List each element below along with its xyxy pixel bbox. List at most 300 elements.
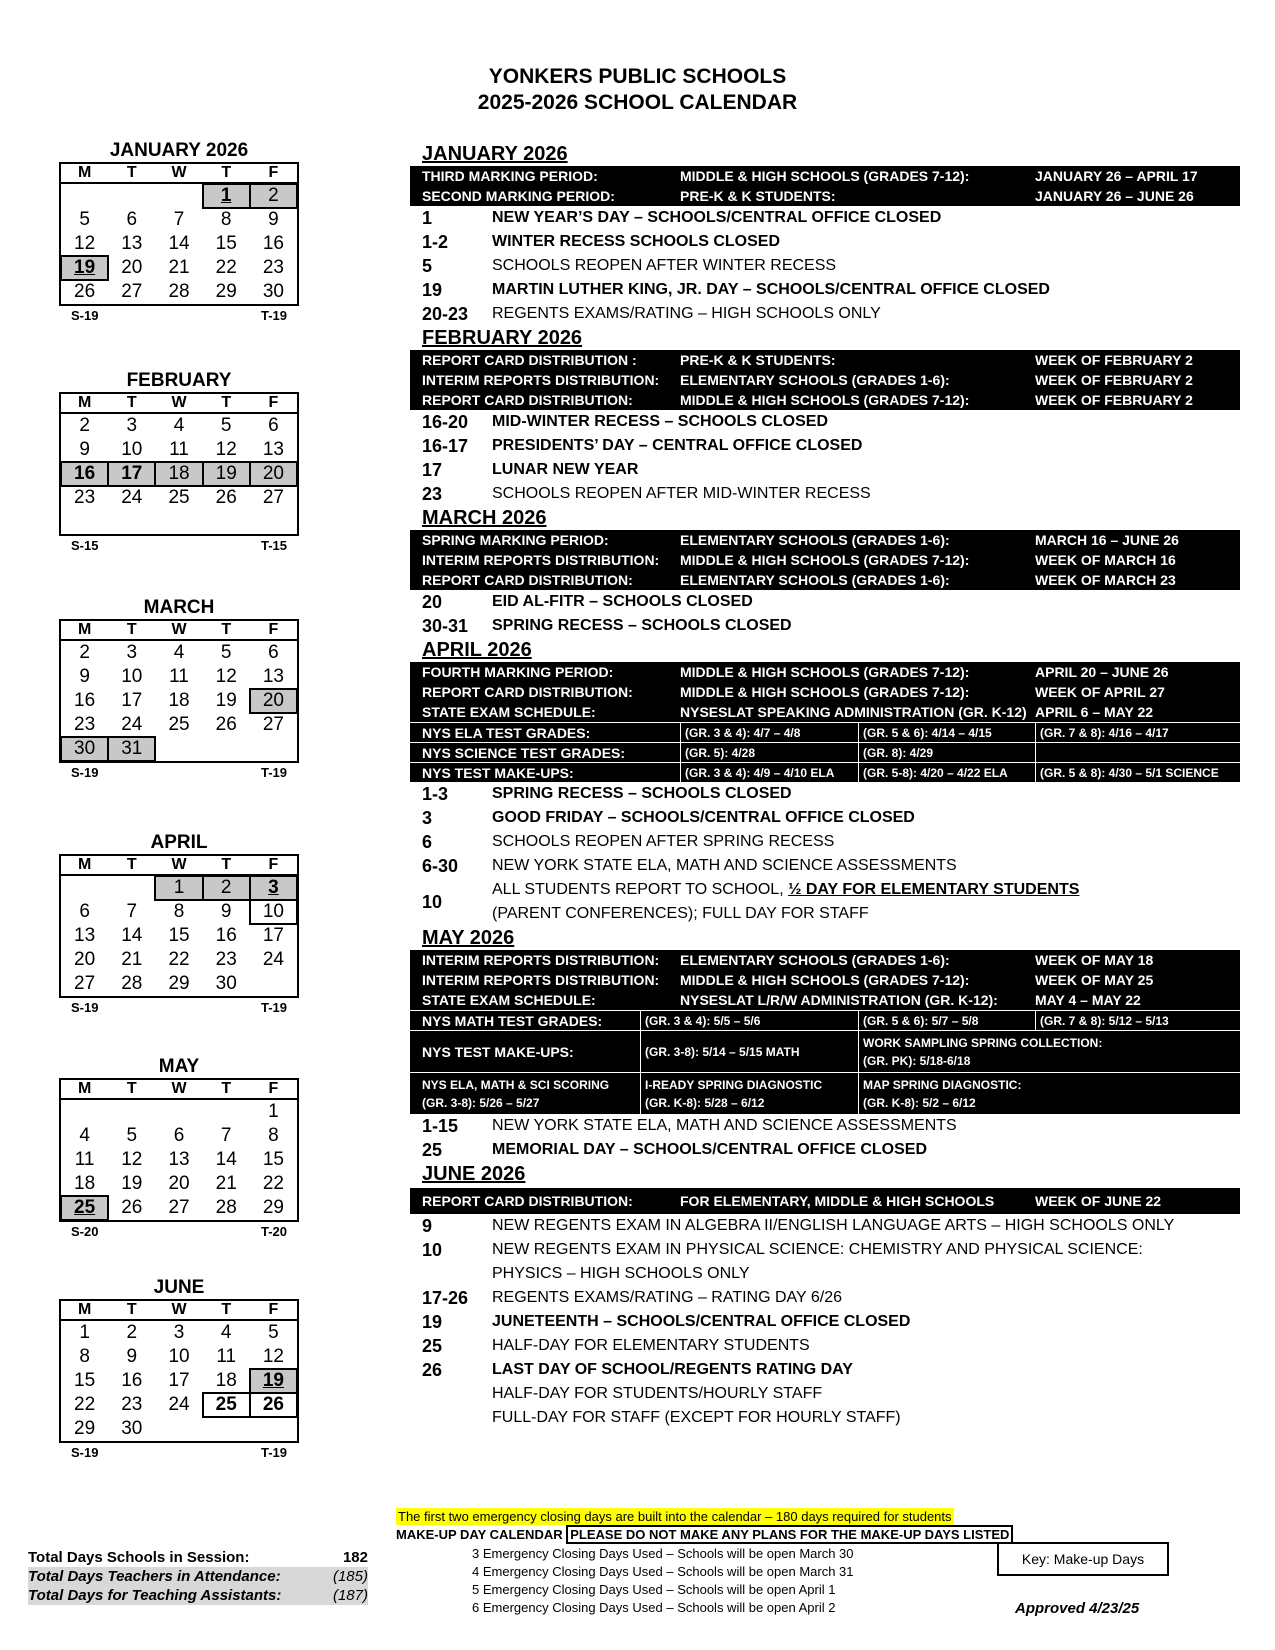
info-label: INTERIM REPORTS DISTRIBUTION:	[422, 972, 660, 988]
weekday-header	[61, 1301, 297, 1321]
day-cell: 9	[79, 666, 90, 687]
mini-calendar	[59, 832, 299, 1015]
day-cell: 19	[250, 1369, 297, 1393]
info-label: INTERIM REPORTS DISTRIBUTION:	[422, 952, 660, 968]
info-date: MAY 4 – MAY 22	[1035, 992, 1141, 1008]
totals-label: Total Days Teachers in Attendance:	[28, 1568, 281, 1585]
info-group: MIDDLE & HIGH SCHOOLS (GRADES 7-12):	[680, 972, 970, 988]
day-cell: 16	[215, 925, 237, 946]
mini-calendar-grid	[59, 1299, 299, 1443]
event-text: JUNETEENTH – SCHOOLS/CENTRAL OFFICE CLOSED	[492, 1313, 911, 1330]
day-cell: 26	[74, 281, 96, 302]
day-cell	[108, 1100, 155, 1124]
student-days-count: S-19	[71, 308, 99, 323]
day-cell: 4	[173, 415, 185, 436]
info-label: REPORT CARD DISTRIBUTION:	[422, 1193, 633, 1209]
day-cell: 5	[220, 415, 232, 436]
mini-calendar-title: APRIL	[150, 832, 208, 853]
info-group: NYSESLAT L/R/W ADMINISTRATION (GR. K-12):	[680, 992, 998, 1008]
test-label: NYS TEST MAKE-UPS:	[422, 1043, 574, 1060]
info-label: REPORT CARD DISTRIBUTION:	[422, 392, 633, 408]
weekday-label: T	[126, 856, 137, 873]
makeup-label: MAKE-UP DAY CALENDAR	[396, 1527, 567, 1542]
day-cell: 17	[168, 1370, 190, 1391]
day-cell: 22	[262, 1173, 284, 1194]
day-cell: 30	[262, 281, 284, 302]
event-row	[410, 206, 1240, 230]
day-cell: 10	[250, 900, 297, 924]
day-cell	[155, 1417, 202, 1441]
event-text: LUNAR NEW YEAR	[492, 461, 639, 478]
day-cell	[203, 510, 250, 534]
event-text: NEW REGENTS EXAM IN ALGEBRA II/ENGLISH LANGUAGE ARTS – HIGH SCHOOLS ONLY	[492, 1217, 1175, 1234]
week-row	[61, 280, 297, 304]
event-date: 1-15	[422, 1116, 459, 1136]
mini-calendar	[59, 1056, 299, 1239]
makeup-days-key: Key: Make-up Days	[997, 1542, 1169, 1576]
day-cell	[155, 1100, 202, 1124]
event-text	[492, 878, 1240, 926]
info-group: MIDDLE & HIGH SCHOOLS (GRADES 7-12):	[680, 552, 970, 568]
event-date: 30-31	[422, 616, 469, 636]
day-cell: 16	[121, 1370, 143, 1391]
weekday-label: T	[221, 856, 232, 873]
info-label: REPORT CARD DISTRIBUTION :	[422, 352, 637, 368]
day-cell: 25	[203, 1393, 250, 1417]
scoring-label: NYS ELA, MATH & SCI SCORING	[422, 1077, 610, 1092]
day-cell: 2	[250, 184, 297, 208]
test-date: (GR. 3 & 4): 4/9 – 4/10 ELA	[680, 763, 858, 782]
day-cell: 12	[215, 439, 237, 460]
day-cell: 13	[262, 666, 284, 687]
day-cell: 2	[79, 415, 90, 436]
day-cell: 9	[268, 209, 279, 230]
info-group: MIDDLE & HIGH SCHOOLS (GRADES 7-12):	[680, 664, 970, 680]
day-cell	[155, 737, 202, 761]
day-cell	[155, 510, 202, 534]
week-row	[61, 1321, 297, 1345]
day-cell: 14	[215, 1149, 237, 1170]
day-cell: 15	[168, 925, 190, 946]
day-cell: 30	[61, 737, 108, 761]
makeup-day-list	[472, 1545, 854, 1617]
day-cell: 4	[79, 1125, 90, 1146]
week-row	[61, 438, 297, 462]
weekday-label: T	[221, 1301, 232, 1318]
day-cell: 13	[74, 925, 96, 946]
info-group: ELEMENTARY SCHOOLS (GRADES 1-6):	[680, 952, 950, 968]
event-row	[410, 1138, 1240, 1162]
day-cell: 13	[168, 1149, 190, 1170]
test-date: (GR. 3 & 4): 4/7 – 4/8	[680, 723, 858, 742]
day-cell: 24	[121, 487, 143, 508]
totals-value: (185)	[332, 1568, 368, 1585]
day-cell: 29	[215, 281, 237, 302]
day-cell: 3	[126, 415, 138, 436]
mini-calendar-grid	[59, 1078, 299, 1222]
day-cell: 29	[74, 1418, 96, 1439]
weekday-label: M	[77, 1080, 92, 1097]
day-cell	[203, 1417, 250, 1441]
totals-value: 182	[342, 1549, 368, 1566]
info-label: INTERIM REPORTS DISTRIBUTION:	[422, 372, 660, 388]
day-cell	[61, 876, 108, 900]
day-cell: 20	[168, 1173, 190, 1194]
day-cell	[250, 972, 297, 996]
info-date: APRIL 6 – MAY 22	[1035, 704, 1154, 720]
mini-calendar-title: MAY	[158, 1056, 200, 1077]
week-row	[61, 689, 297, 713]
info-group: FOR ELEMENTARY, MIDDLE & HIGH SCHOOLS	[680, 1193, 995, 1209]
event-row	[410, 1358, 1240, 1382]
week-row	[61, 462, 297, 486]
day-cell: 10	[121, 666, 143, 687]
weekday-label: T	[126, 1080, 137, 1097]
day-cell: 16	[61, 462, 108, 486]
event-row	[410, 1238, 1240, 1262]
day-cell: 9	[79, 439, 90, 460]
week-row	[61, 1124, 297, 1148]
weekday-label: M	[77, 621, 92, 638]
diagnostic-date: (GR. K-8): 5/2 – 6/12	[863, 1095, 976, 1110]
student-days-count: S-15	[71, 538, 99, 553]
day-cell: 8	[79, 1346, 90, 1367]
day-counts	[59, 998, 299, 1015]
week-row	[61, 924, 297, 948]
week-row	[61, 1369, 297, 1393]
day-cell: 6	[268, 415, 279, 436]
day-cell: 1	[268, 1101, 279, 1122]
week-row	[61, 1417, 297, 1441]
weekday-label: W	[171, 1080, 187, 1097]
day-cell: 1	[203, 184, 250, 208]
week-row	[61, 414, 297, 438]
event-row	[410, 1262, 1240, 1286]
test-date: (GR. 5-8): 4/20 – 4/22 ELA	[858, 763, 1035, 782]
day-cell: 26	[215, 487, 237, 508]
mini-calendar	[59, 370, 299, 553]
test-label: NYS MATH TEST GRADES:	[422, 1013, 603, 1029]
day-cell: 13	[262, 439, 284, 460]
event-row	[410, 830, 1240, 854]
info-group: ELEMENTARY SCHOOLS (GRADES 1-6):	[680, 532, 950, 548]
day-cell: 24	[168, 1394, 190, 1415]
info-date: MARCH 16 – JUNE 26	[1035, 532, 1179, 548]
event-date: 25	[422, 1140, 443, 1160]
week-row	[61, 900, 297, 924]
test-date: (GR. 3 & 4): 5/5 – 5/6	[640, 1011, 858, 1030]
info-group: MIDDLE & HIGH SCHOOLS (GRADES 7-12):	[680, 392, 970, 408]
test-date: (GR. 5): 4/28	[680, 743, 858, 762]
list-item: 6 Emergency Closing Days Used – Schools will be open April 2	[472, 1600, 836, 1615]
test-date: (GR. 7 & 8): 4/16 – 4/17	[1035, 723, 1240, 742]
event-row	[410, 278, 1240, 302]
day-cell	[61, 184, 108, 208]
week-row	[61, 972, 297, 996]
event-date: 23	[422, 484, 443, 504]
week-row	[61, 876, 297, 900]
day-cell: 30	[121, 1418, 143, 1439]
info-label: INTERIM REPORTS DISTRIBUTION:	[422, 552, 660, 568]
day-cell: 19	[203, 462, 250, 486]
day-cell: 3	[173, 1322, 185, 1343]
day-cell: 28	[121, 973, 143, 994]
day-cell: 12	[74, 233, 96, 254]
event-date: 20	[422, 592, 443, 612]
weekday-label: F	[268, 164, 279, 181]
weekday-header	[61, 621, 297, 641]
mini-calendar-grid	[59, 392, 299, 536]
weekday-label: M	[77, 1301, 92, 1318]
event-date	[410, 1382, 492, 1406]
day-cell	[250, 737, 297, 761]
january-info-block	[410, 166, 1240, 206]
day-cell: 4	[173, 642, 185, 663]
event-text: GOOD FRIDAY – SCHOOLS/CENTRAL OFFICE CLOSED	[492, 809, 915, 826]
week-row	[61, 948, 297, 972]
day-cell: 28	[215, 1197, 237, 1218]
info-group: PRE-K & K STUDENTS:	[680, 352, 836, 368]
day-cell: 21	[215, 1173, 237, 1194]
event-text: NEW YORK STATE ELA, MATH AND SCIENCE ASSESSMENTS	[492, 1117, 957, 1134]
student-days-count: S-19	[71, 765, 99, 780]
event-text: PRESIDENTS’ DAY – CENTRAL OFFICE CLOSED	[492, 437, 863, 454]
day-cell: 26	[215, 714, 237, 735]
day-cell: 6	[173, 1125, 185, 1146]
day-cell: 21	[121, 949, 143, 970]
info-group: MIDDLE & HIGH SCHOOLS (GRADES 7-12):	[680, 168, 970, 184]
list-item: 3 Emergency Closing Days Used – Schools will be open March 30	[472, 1546, 854, 1561]
day-cell: 20	[74, 949, 96, 970]
day-cell: 23	[74, 714, 96, 735]
day-cell: 19	[215, 690, 237, 711]
weekday-label: T	[221, 621, 232, 638]
mini-calendar-title: JANUARY 2026	[109, 140, 249, 161]
event-row	[410, 302, 1240, 326]
weekday-label: T	[221, 164, 232, 181]
event-date: 9	[422, 1216, 433, 1236]
diagnostic-label: I-READY SPRING DIAGNOSTIC	[645, 1077, 823, 1092]
day-cell: 30	[215, 973, 237, 994]
day-cell: 6	[126, 209, 138, 230]
day-cell: 25	[168, 714, 190, 735]
info-date: WEEK OF MARCH 23	[1035, 572, 1176, 588]
collection-date: (GR. PK): 5/18-6/18	[863, 1053, 971, 1068]
diagnostic-date: (GR. K-8): 5/28 – 6/12	[645, 1095, 765, 1110]
event-date: 10	[422, 892, 443, 912]
info-group: PRE-K & K STUDENTS:	[680, 188, 836, 204]
mini-calendar	[59, 140, 299, 323]
day-cell: 9	[220, 901, 232, 922]
info-date: APRIL 20 – JUNE 26	[1035, 664, 1169, 680]
month-heading-march: MARCH 2026	[422, 507, 547, 529]
event-row	[410, 782, 1240, 806]
mini-calendar	[59, 1277, 299, 1460]
teacher-days-count: T-19	[260, 765, 287, 780]
info-group: MIDDLE & HIGH SCHOOLS (GRADES 7-12):	[680, 684, 970, 700]
day-cell: 23	[121, 1394, 143, 1415]
may-info-block	[410, 950, 1240, 1114]
day-cell: 11	[169, 439, 189, 460]
info-label: THIRD MARKING PERIOD:	[422, 168, 598, 184]
day-cell: 15	[74, 1370, 96, 1391]
weekday-label: T	[126, 621, 137, 638]
day-cell: 15	[262, 1149, 284, 1170]
teacher-days-count: T-20	[260, 1224, 287, 1239]
day-cell: 1	[155, 876, 202, 900]
test-date: (GR. 5 & 6): 5/7 – 5/8	[858, 1011, 1035, 1030]
event-date: 25	[422, 1336, 443, 1356]
day-cell: 10	[121, 439, 143, 460]
day-cell: 19	[121, 1173, 143, 1194]
event-date: 1	[422, 208, 433, 228]
event-row	[410, 254, 1240, 278]
student-days-count: S-20	[71, 1224, 99, 1239]
day-counts	[59, 306, 299, 323]
event-text-emphasis: ½ DAY FOR ELEMENTARY STUDENTS	[788, 881, 1080, 898]
day-cell: 11	[74, 1149, 95, 1170]
day-counts	[59, 536, 299, 553]
day-cell: 28	[168, 281, 190, 302]
info-date: WEEK OF MARCH 16	[1035, 552, 1176, 568]
week-row	[61, 737, 297, 761]
totals-panel	[28, 1548, 368, 1605]
info-label: REPORT CARD DISTRIBUTION:	[422, 684, 633, 700]
event-text: SPRING RECESS – SCHOOLS CLOSED	[492, 617, 792, 634]
week-row	[61, 665, 297, 689]
test-label: NYS SCIENCE TEST GRADES:	[422, 745, 626, 761]
day-cell	[61, 510, 108, 534]
event-text: NEW REGENTS EXAM IN PHYSICAL SCIENCE: CHEMISTRY AND PHYSICAL SCIENCE:	[492, 1241, 1143, 1258]
weekday-label: F	[268, 856, 279, 873]
list-item: 4 Emergency Closing Days Used – Schools will be open March 31	[472, 1564, 854, 1579]
day-cell: 24	[262, 949, 284, 970]
info-label: STATE EXAM SCHEDULE:	[422, 992, 596, 1008]
teacher-days-count: T-19	[260, 308, 287, 323]
mini-calendar-title: JUNE	[153, 1277, 205, 1298]
event-date: 6-30	[422, 856, 459, 876]
week-row	[61, 713, 297, 737]
test-label: NYS ELA TEST GRADES:	[422, 725, 591, 741]
day-cell: 3	[126, 642, 138, 663]
mini-calendar-grid	[59, 619, 299, 763]
event-date	[410, 1262, 492, 1286]
day-cell: 13	[121, 233, 143, 254]
week-row	[61, 1100, 297, 1124]
info-label: SPRING MARKING PERIOD:	[422, 532, 609, 548]
day-cell: 26	[121, 1197, 143, 1218]
day-cell: 22	[74, 1394, 96, 1415]
day-cell: 24	[121, 714, 143, 735]
event-date: 1-3	[422, 784, 449, 804]
day-cell	[61, 1100, 108, 1124]
month-heading-january: JANUARY 2026	[422, 143, 568, 165]
event-date: 3	[422, 808, 433, 828]
day-cell: 14	[121, 925, 143, 946]
event-row	[410, 1214, 1240, 1238]
event-row	[410, 482, 1240, 506]
day-cell: 5	[126, 1125, 138, 1146]
info-group: ELEMENTARY SCHOOLS (GRADES 1-6):	[680, 372, 950, 388]
event-text: SCHOOLS REOPEN AFTER SPRING RECESS	[492, 833, 835, 850]
event-date: 16-17	[422, 436, 469, 456]
test-date: (GR. 8): 4/29	[858, 743, 1035, 762]
event-row	[410, 806, 1240, 830]
day-cell: 20	[121, 257, 143, 278]
diagnostic-label: MAP SPRING DIAGNOSTIC:	[863, 1077, 1022, 1092]
event-date: 20-23	[422, 304, 469, 324]
event-row	[410, 590, 1240, 614]
info-group: NYSESLAT SPEAKING ADMINISTRATION (GR. K-12)	[680, 704, 1027, 720]
day-cell	[108, 510, 155, 534]
test-label: NYS TEST MAKE-UPS:	[422, 765, 574, 781]
day-cell: 12	[215, 666, 237, 687]
day-cell: 26	[250, 1393, 297, 1417]
day-cell: 6	[79, 901, 90, 922]
event-row	[410, 1310, 1240, 1334]
event-text: HALF-DAY FOR ELEMENTARY STUDENTS	[492, 1337, 810, 1354]
event-text: FULL-DAY FOR STAFF (EXCEPT FOR HOURLY STAFF)	[492, 1409, 901, 1426]
day-cell: 25	[168, 487, 190, 508]
event-date: 10	[422, 1240, 443, 1260]
day-cell: 15	[215, 233, 237, 254]
page-subtitle: 2025-2026 SCHOOL CALENDAR	[477, 91, 798, 114]
test-date: (GR. 5 & 6): 4/14 – 4/15	[858, 723, 1035, 742]
events-column	[410, 142, 1240, 1430]
week-row	[61, 256, 297, 280]
event-text-part: ALL STUDENTS REPORT TO SCHOOL,	[492, 881, 789, 898]
day-cell: 8	[173, 901, 185, 922]
day-cell: 17	[108, 462, 155, 486]
day-cell: 18	[155, 462, 202, 486]
event-text: REGENTS EXAMS/RATING – RATING DAY 6/26	[492, 1289, 843, 1306]
day-cell: 6	[268, 642, 279, 663]
weekday-label: T	[126, 1301, 137, 1318]
test-date: (GR. 7 & 8): 5/12 – 5/13	[1035, 1011, 1240, 1030]
info-date: WEEK OF APRIL 27	[1035, 684, 1165, 700]
weekday-label: W	[171, 1301, 187, 1318]
makeup-warning: PLEASE DO NOT MAKE ANY PLANS FOR THE MAKE-UP DAYS LISTED	[566, 1525, 1013, 1544]
weekday-label: F	[268, 394, 279, 411]
info-label: REPORT CARD DISTRIBUTION:	[422, 572, 633, 588]
day-cell	[155, 184, 202, 208]
day-cell: 18	[215, 1370, 237, 1391]
info-date: WEEK OF JUNE 22	[1035, 1193, 1162, 1209]
event-text: MARTIN LUTHER KING, JR. DAY – SCHOOLS/CENTRAL OFFICE CLOSED	[492, 281, 1050, 298]
day-cell: 2	[203, 876, 250, 900]
day-counts	[59, 763, 299, 780]
event-date: 6	[422, 832, 433, 852]
day-cell: 1	[79, 1322, 90, 1343]
event-row	[410, 878, 1240, 926]
page-title: YONKERS PUBLIC SCHOOLS	[488, 65, 787, 88]
info-date: WEEK OF MAY 18	[1035, 952, 1154, 968]
month-heading-february: FEBRUARY 2026	[422, 327, 583, 349]
event-text: SCHOOLS REOPEN AFTER WINTER RECESS	[492, 257, 837, 274]
event-text: MEMORIAL DAY – SCHOOLS/CENTRAL OFFICE CLOSED	[492, 1141, 928, 1158]
event-row	[410, 410, 1240, 434]
event-row	[410, 1382, 1240, 1406]
event-row	[410, 230, 1240, 254]
teacher-days-count: T-19	[260, 1000, 287, 1015]
day-cell: 22	[168, 949, 190, 970]
mini-calendar	[59, 597, 299, 780]
mini-calendar-title: MARCH	[143, 597, 215, 618]
event-date: 5	[422, 256, 433, 276]
weekday-header	[61, 856, 297, 876]
day-cell: 18	[168, 690, 190, 711]
totals-label: Total Days Schools in Session:	[28, 1549, 250, 1566]
